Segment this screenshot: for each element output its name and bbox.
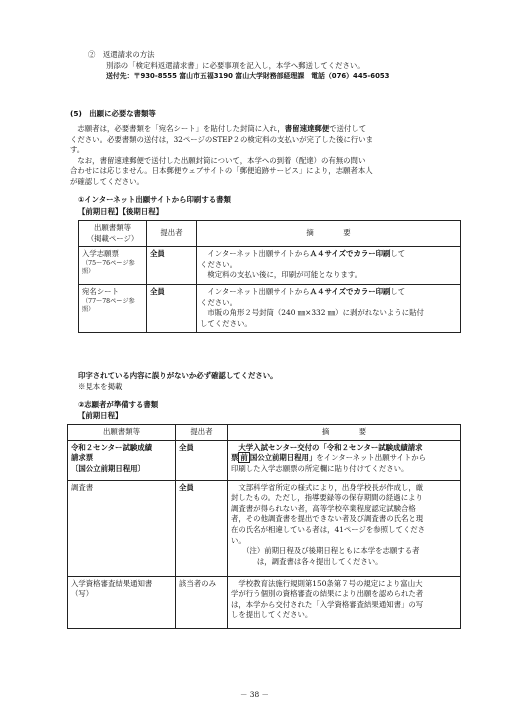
submitter: 全員 [176,480,228,576]
subsection-heading: ②志願者が準備する書類 [78,400,159,409]
summary: 学校教育法施行規則第150条第７号の規定により富山大 学が行う個別の資格審査の結果により出願を認められた者 は，本学から交付された「入学資格審査結果通知書」の写 しを提出してください。 [228,576,461,628]
doc-name: 入学資格審査結果通知書 （写） [68,576,176,628]
mailing-address: 送付先：〒930-8555 富山市五福3190 富山大学財務部経理課 電話（076）445-6053 [106,72,390,81]
doc-name: 令和２センター試験成績 請求票 〔国公立前期日程用〕 [68,440,176,480]
section-body [70,124,462,188]
doc-name: 入学志願票 [82,249,119,259]
header-summary: 摘 要 [228,425,461,441]
schedule-label: 【前期日程】【後期日程】 [78,207,163,216]
paragraph-text: ください。必要書類の送付は，32ページのSTEP２の検定料の支払いが完了した後に行いま [70,134,374,144]
section-heading: (5) 出願に必要な書類等 [70,109,156,118]
submitter: 全員 [147,247,197,285]
doc-name: 宛名シート [82,287,119,297]
summary: インターネット出願サイトからＡ４サイズでカラー印刷して ください。 検定料の支払い後に，印刷が可能となります。 [197,247,461,285]
item-number: ② [88,50,96,59]
applicant-documents-table [67,424,461,629]
summary: インターネット出願サイトからＡ４サイズでカラー印刷して ください。 市販の角形２号封筒（240 ㎜×332 ㎜）に剥がれないように貼付 してください。 [197,285,461,333]
header-submitter: 提出者 [147,221,197,247]
boxed-kanji: 前 [240,453,248,463]
header-submitter: 提出者 [176,425,228,441]
return-request-section [88,50,468,82]
table-row [68,576,461,628]
paragraph-text: 合わせには応じません。日本郵便ウェブサイトの「郵便追跡サービス」により，志願者本人 [70,166,373,176]
paragraph-text: が確認してください。 [70,176,144,186]
page-ref: （77〜78ページ参照） [82,297,135,314]
submitter: 全員 [147,285,197,333]
table-header-row [79,221,461,247]
paragraph-text: 志願者は，必要書類を「宛名シート」を貼付した封筒に入れ， [77,124,285,133]
submitter: 全員 [176,440,228,480]
submitter: 該当者のみ [176,576,228,628]
page-number: － 38 － [240,690,269,699]
table-row [68,480,461,576]
table-row [79,247,461,285]
summary: 大学入試センター交付の「令和２センター試験成績請求 票 前 国公立前期日程用」をインターネット出願サイトから 印刷した入学志願票の所定欄に貼り付けてください。 [228,440,461,480]
table-row [68,440,461,480]
table-header-row [68,425,461,441]
page-ref: （75〜76ページ参照） [82,259,135,276]
schedule-label: 【前期日程】 [78,411,123,420]
header-summary: 摘 要 [197,221,461,247]
online-documents-table [78,220,461,333]
doc-name: 調査書 [68,480,176,576]
sample-note: ※見本を掲載 [78,382,123,391]
paragraph-text: す。 [70,145,85,155]
header-doc: 出願書類等 （掲載ページ） [79,221,147,247]
item-title: 返還請求の方法 [102,50,155,59]
paragraph-text: なお，書留速達郵便で送付した出願封筒について，本学への到着（配達）の有無の問い [77,155,366,165]
paragraph-text: で送付して [329,124,367,133]
return-request-text: 別添の「検定料返還請求書」に必要事項を記入し，本学へ郵送してください。 [106,60,365,70]
header-doc: 出願書類等 [68,425,176,441]
subsection-heading: ①インターネット出願サイトから印刷する書類 [78,195,231,204]
verification-note: 印字されている内容に誤りがないか必ず確認してください。 [78,371,278,380]
registered-mail-emphasis: 書留速達郵便 [284,124,330,133]
summary: 文部科学省所定の様式により，出身学校長が作成し，厳 封したもの。ただし，指導要録等の保存期間の経過により 調査書が得られない者，高等学校卒業程度認定試験合格 者，その他調査書を提出できない者及び調査書の氏名と現 在の氏名が相違している者は，41ページを参照してくださ い。 （注）前期日程及び後期日程ともに本学を志願する者 は，調査書は各々提出してください。 [228,480,461,576]
table-row [79,285,461,333]
